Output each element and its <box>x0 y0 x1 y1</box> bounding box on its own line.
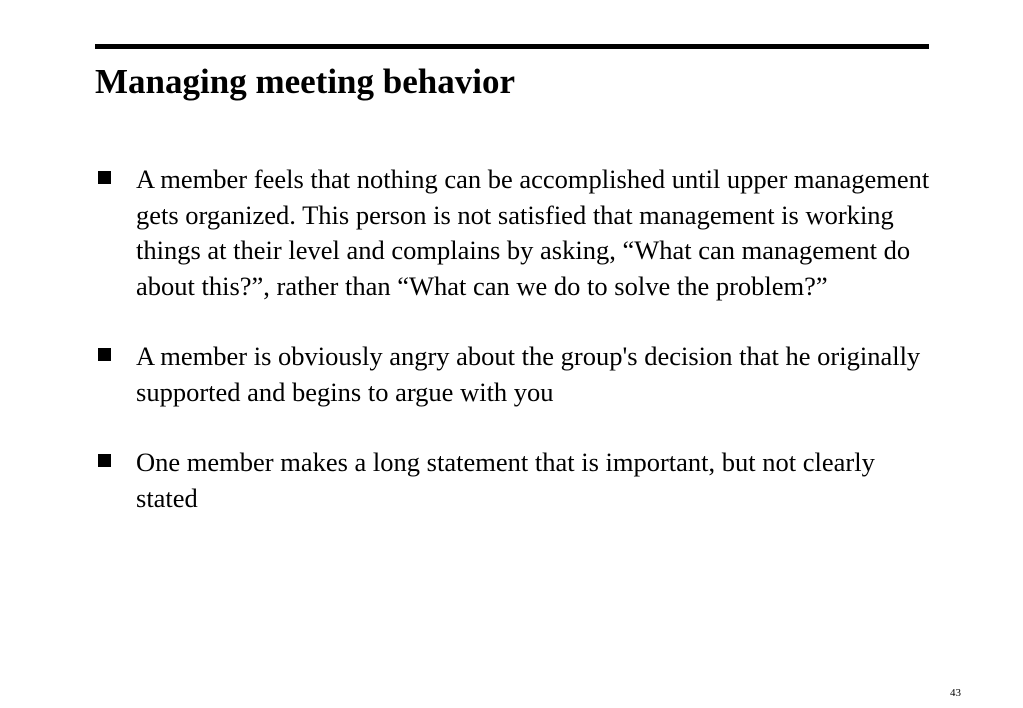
bullet-text: A member feels that nothing can be accomplished until upper management gets organized. This person is not satisfied that management is working things at their level and complains by asking, “What can management do about this?”, rather than “What can we do to solve the problem?” <box>136 164 930 301</box>
bullet-list <box>95 162 935 551</box>
bullet-item <box>95 445 935 516</box>
bullet-item <box>95 162 935 304</box>
bullet-text: A member is obviously angry about the group's decision that he originally supported and begins to argue with you <box>136 341 921 407</box>
page-number: 43 <box>950 687 961 699</box>
square-bullet-icon <box>98 454 111 467</box>
square-bullet-icon <box>98 348 111 361</box>
slide-title: Managing meeting behavior <box>95 62 515 101</box>
bullet-text: One member makes a long statement that is important, but not clearly stated <box>136 447 875 513</box>
bullet-item <box>95 339 935 410</box>
title-rule <box>95 44 929 49</box>
square-bullet-icon <box>98 171 111 184</box>
